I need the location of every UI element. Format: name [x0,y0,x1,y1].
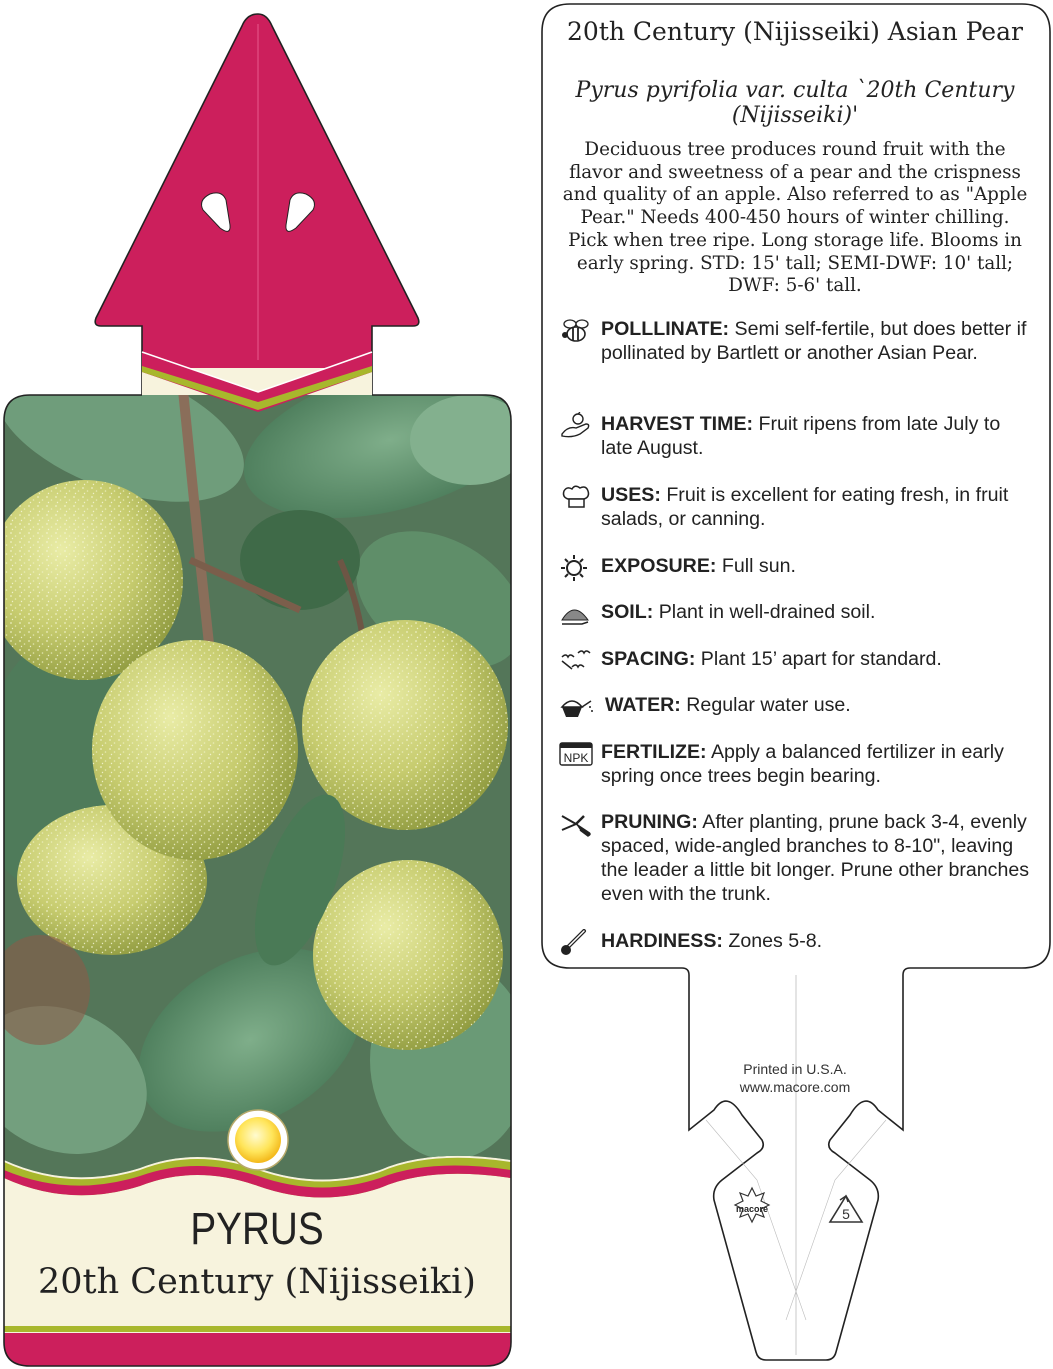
plant-scientific-name: Pyrus pyrifolia var. culta `20th Century (Nijisseiki)' [575,78,1015,128]
pear-photo [0,329,553,1181]
svg-text:macore: macore [735,1204,769,1214]
front-cultivar-name: 20th Century (Nijisseiki) [38,1262,476,1302]
pear-fruit-3 [92,640,298,860]
soil-trowel-icon [558,600,594,628]
spacing-icon [558,647,594,675]
npk-icon [558,740,594,768]
website-label: www.macore.com [739,1079,851,1095]
pear-fruit-5 [313,860,503,1050]
sun-icon [558,554,594,582]
tag-arrow-head [95,14,419,395]
plant-description: Deciduous tree produces round fruit with the flavor and sweetness of a pear and the crispness and quality of an apple. Also referred to as "Apple Pear." Needs 400-450 hours of winter chilling. Pick when tree ripe. Long storage life. Blooms in early spring. STD: 15' tall; SEMI-DWF: 10' tall; DWF: 5-6' tall. [562,139,1028,297]
printed-info [690,1060,900,1096]
front-bottom-magenta-band [0,1333,520,1369]
bee-icon [558,317,594,345]
full-sun-icon [228,1110,288,1170]
plant-common-name: 20th Century (Nijisseiki) Asian Pear [567,17,1023,46]
pruning-shears-icon [558,810,594,838]
svg-text:NPK: NPK [563,751,589,765]
macore-logo [735,1188,769,1222]
front-genus-name: PYRUS [190,1203,324,1254]
front-bottom-green-line [0,1326,520,1332]
harvest-hand-icon [558,412,594,440]
printed-in-label: Printed in U.S.A. [743,1061,847,1077]
chef-hat-icon [558,483,594,511]
thermometer-icon [558,929,594,957]
watering-can-icon [558,693,594,721]
svg-text:5: 5 [842,1206,850,1222]
